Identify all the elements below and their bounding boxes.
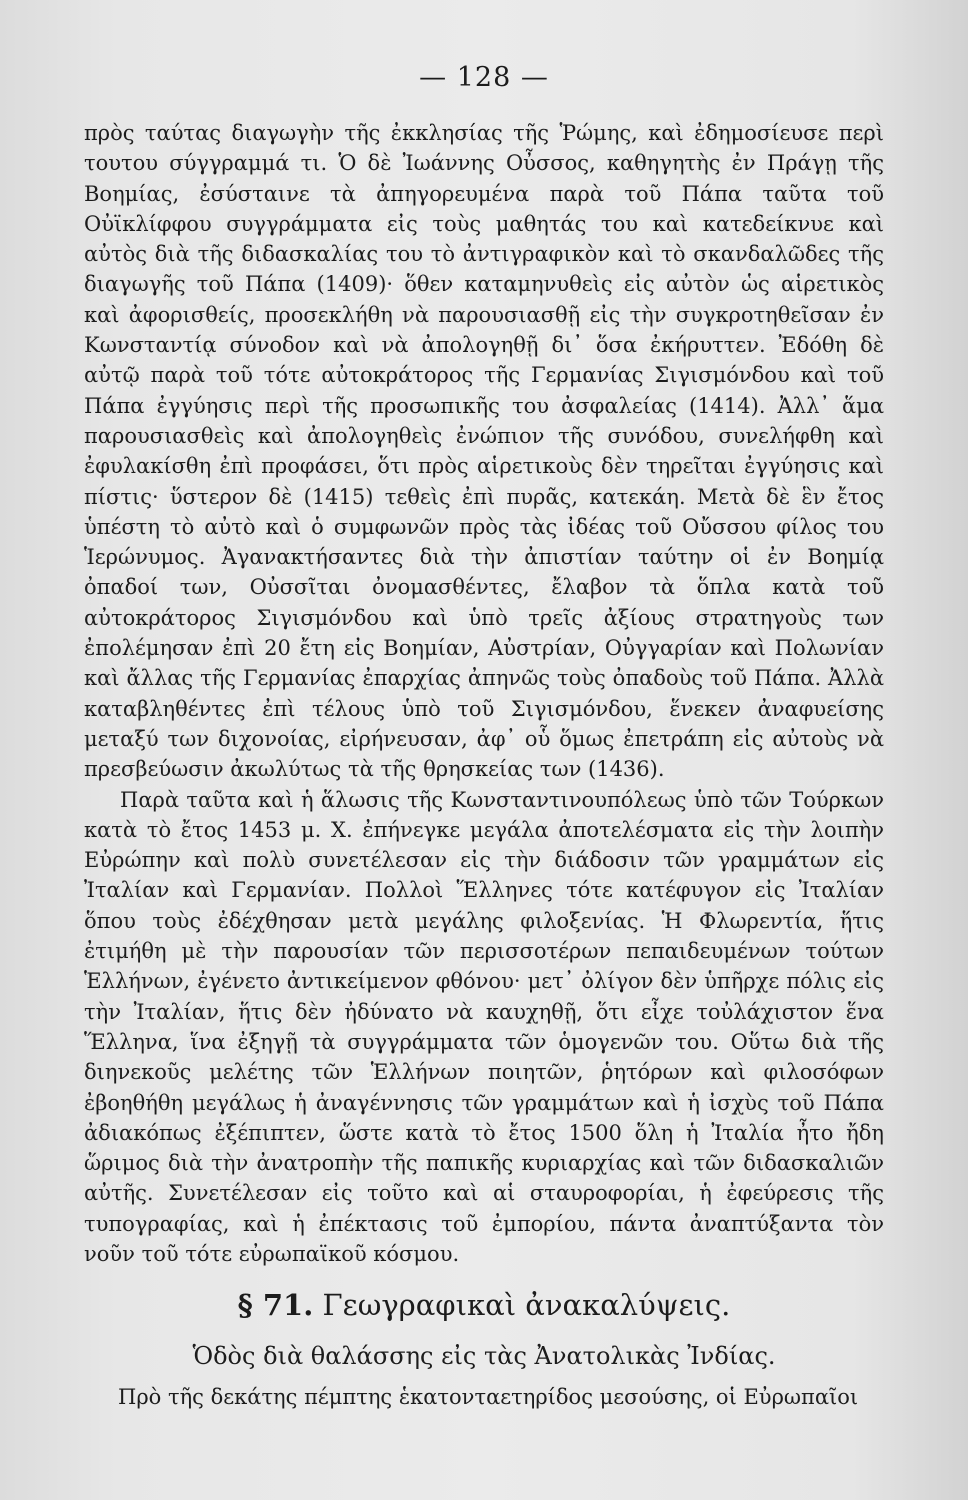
body-text xyxy=(84,118,884,1269)
section-subtitle: Ὁδὸς διὰ θαλάσσης εἰς τὰς Ἀνατολικὰς Ἰνδίας. xyxy=(192,1342,776,1370)
section-heading xyxy=(0,1288,968,1322)
paragraph-hussites: πρὸς ταύτας διαγωγὴν τῆς ἐκκλησίας τῆς Ῥώμης, καὶ ἐδημοσίευσε περὶ τουτου σύγγραμμά τι. Ὁ δὲ Ἰωάννης Οὖσσος, καθηγητὴς ἐν Πράγῃ τῆς Βοημίας, ἐσύσταινε τὰ ἀπηγορευμένα παρὰ τοῦ Πάπα ταῦτα τοῦ Οὐϊκλίφφου συγγράμματα εἰς τοὺς μαθητάς του καὶ κατεδείκνυε καὶ αὐτὸς διὰ τῆς διδασκαλίας του τὸ ἀντιγραφικὸν καὶ τὸ σκανδαλῶδες τῆς διαγωγῆς τοῦ Πάπα (1409)· ὅθεν καταμηνυθεὶς εἰς αὐτὸν ὡς αἱρετικὸς καὶ ἀφορισθείς, προσεκλήθη νὰ παρουσιασθῇ εἰς τὴν συγκροτηθεῖσαν ἐν Κωνσταντίᾳ σύνοδον καὶ νὰ ἀπολογηθῇ δι᾽ ὅσα ἐκήρυττεν. Ἐδόθη δὲ αὐτῷ παρὰ τοῦ τότε αὐτοκράτορος τῆς Γερμανίας Σιγισμόνδου καὶ τοῦ Πάπα ἐγγύησις περὶ τῆς προσωπικῆς του ἀσφαλείας (1414). Ἀλλ᾽ ἅμα παρουσιασθεὶς καὶ ἀπολογηθεὶς ἐνώπιον τῆς συνόδου, συνελήφθη καὶ ἐφυλακίσθη ἐπὶ προφάσει, ὅτι πρὸς αἱρετικοὺς δὲν τηρεῖται ἐγγύησις καὶ πίστις· ὕστερον δὲ (1415) τεθεὶς ἐπὶ πυρᾶς, κατεκάη. Μετὰ δὲ ἓν ἔτος ὑπέστη τὸ αὐτὸ καὶ ὁ συμφωνῶν πρὸς τὰς ἰδέας τοῦ Οὔσσου φίλος του Ἱερώνυμος. Ἀγανακτήσαντες διὰ τὴν ἀπιστίαν ταύτην οἱ ἐν Βοημίᾳ ὀπαδοί των, Οὐσσῖται ὀνομασθέντες, ἔλαβον τὰ ὅπλα κατὰ τοῦ αὐτοκράτορος Σιγισμόνδου καὶ ὑπὸ τρεῖς ἀξίους στρατηγοὺς των ἐπολέμησαν ἐπὶ 20 ἔτη εἰς Βοημίαν, Αὐστρίαν, Οὐγγαρίαν καὶ Πολωνίαν καὶ ἄλλας τῆς Γερμανίας ἐπαρχίας ἀπηνῶς τοὺς ὀπαδοὺς τοῦ Πάπα. Ἀλλὰ καταβληθέντες ἐπὶ τέλους ὑπὸ τοῦ Σιγισμόνδου, ἕνεκεν ἀναφυείσης μεταξύ των διχονοίας, εἰρήνευσαν, ἀφ᾽ οὗ ὅμως ἐπετράπη εἰς αὐτοὺς νὰ πρεσβεύωσιν ἀκωλύτως τὰ τῆς θρησκείας των (1436). xyxy=(84,121,884,782)
paragraph-next-start: Πρὸ τῆς δεκάτης πέμπτης ἑκατονταετηρίδος μεσούσης, οἱ Εὐρωπαῖοι xyxy=(118,1385,859,1409)
page-number: — 128 — xyxy=(419,62,549,93)
paragraph-fall-of-constantinople: Παρὰ ταῦτα καὶ ἡ ἅλωσις τῆς Κωνσταντινουπόλεως ὑπὸ τῶν Τούρκων κατὰ τὸ ἔτος 1453 μ. Χ. ἐπήνεγκε μεγάλα ἀποτελέσματα εἰς τὴν λοιπὴν Εὐρώπην καὶ πολὺ συνετέλεσαν εἰς τὴν διάδοσιν τῶν γραμμάτων εἰς Ἰταλίαν καὶ Γερμανίαν. Πολλοὶ Ἕλληνες τότε κατέφυγον εἰς Ἰταλίαν ὅπου τοὺς ἐδέχθησαν μετὰ μεγάλης φιλοξενίας. Ἡ Φλωρεντία, ἥτις ἐτιμήθη μὲ τὴν παρουσίαν τῶν περισσοτέρων πεπαιδευμένων τούτων Ἑλλήνων, ἐγένετο ἀντικείμενον φθόνου· μετ᾽ ὀλίγον δὲν ὑπῆρχε πόλις εἰς τὴν Ἰταλίαν, ἥτις δὲν ἠδύνατο νὰ καυχηθῇ, ὅτι εἶχε τοὐλάχιστον ἕνα Ἕλληνα, ἵνα ἐξηγῇ τὰ συγγράμματα τῶν ὁμογενῶν του. Οὕτω διὰ τῆς διηνεκοῦς μελέτης τῶν Ἑλλήνων ποιητῶν, ῥητόρων καὶ φιλοσόφων ἐβοηθήθη μεγάλως ἡ ἀναγέννησις τῶν γραμμάτων καὶ ἡ ἰσχὺς τοῦ Πάπα ἀδιακόπως ἐξέπιπτεν, ὥστε κατὰ τὸ ἔτος 1500 ὅλη ἡ Ἰταλία ἦτο ἤδη ὥριμος διὰ τὴν ἀνατροπὴν τῆς παπικῆς κυριαρχίας καὶ τῶν διδασκαλιῶν αὐτῆς. Συνετέλεσαν εἰς τοῦτο καὶ αἱ σταυροφορίαι, ἡ ἐφεύρεσις τῆς τυπογραφίας, καὶ ἡ ἐπέκτασις τοῦ ἐμπορίου, πάντα ἀναπτύξαντα τὸν νοῦν τοῦ τότε εὐρωπαϊκοῦ κόσμου. xyxy=(84,787,884,1266)
section-number: § 71. xyxy=(237,1288,314,1322)
section-title: Γεωγραφικαὶ ἀνακαλύψεις. xyxy=(322,1288,731,1322)
